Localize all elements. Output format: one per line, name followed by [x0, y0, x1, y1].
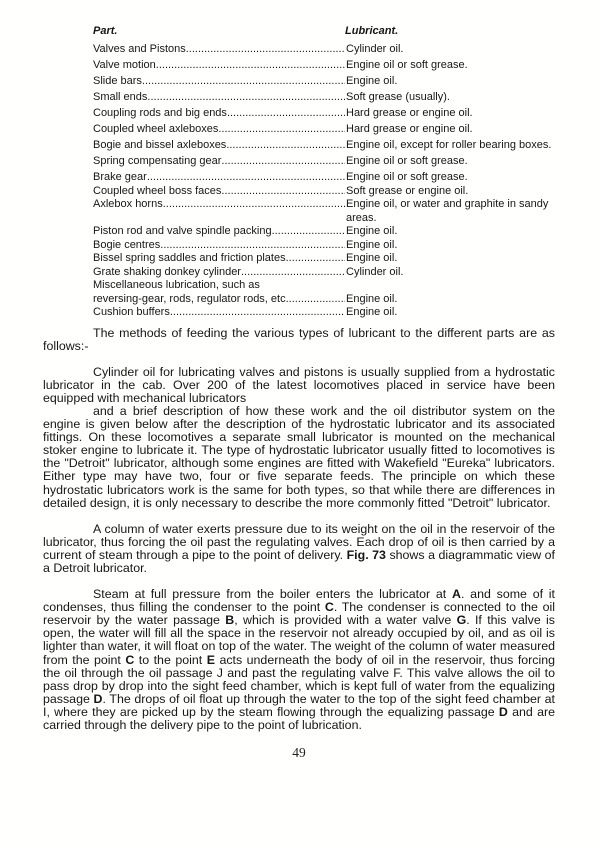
lubricant-cell: Engine oil.	[346, 252, 398, 264]
part-label: Bissel spring saddles and friction plates	[93, 252, 286, 264]
table-row	[93, 252, 555, 266]
table-row	[93, 171, 555, 185]
table-row	[93, 91, 555, 105]
part-label: Axlebox horns	[93, 198, 163, 210]
part-label: Coupling rods and big ends	[93, 107, 227, 119]
part-label: Cushion buffers	[93, 306, 170, 318]
table-row	[93, 185, 555, 199]
table-row	[93, 107, 555, 121]
part-label: Bogie and bissel axleboxes	[93, 139, 227, 151]
leader-dots	[227, 107, 345, 121]
part-cell	[93, 59, 345, 73]
table-row	[93, 75, 555, 89]
table-row	[93, 59, 555, 73]
part-cell	[93, 75, 345, 89]
leader-dots	[226, 139, 345, 153]
part-label: Valve motion	[93, 59, 156, 71]
lubricant-cell: Engine oil or soft grease.	[346, 155, 468, 167]
lubricant-cell: Engine oil.	[346, 75, 398, 87]
table-row	[93, 225, 555, 239]
lubricant-cell: Engine oil, or water and graphite in sandy areas.	[346, 198, 549, 224]
paragraph: Steam at full pressure from the boiler enters the lubricator at A. and some of it condenses, thus filling the condenser to the point C. The condenser is connected to the oil reservoir by the water passage B, which is provided with a water valve G. If this valve is open, the water will fill all the space in the reservoir not already occupied by oil, and as oil is lighter than water, it will float on top of the water. The weight of the column of water measured from the point C to the point E acts underneath the body of oil in the reservoir, thus forcing the oil through the oil passage J and past the regulating valve F. This valve allows the oil to pass drop by drop into the sight feed chamber, which is kept full of water from the equalizing passage D. The drops of oil float up through the water to the top of the sight feed chamber at I, where they are picked up by the steam flowing through the equalizing passage D and are carried through the delivery pipe to the point of lubrication.	[43, 587, 556, 733]
lubricant-cell: Engine oil.	[346, 306, 398, 318]
table-row	[93, 43, 555, 57]
paragraph: The methods of feeding the various types of lubricant to the different parts are as follows:-	[43, 325, 555, 353]
part-label: Spring compensating gear	[93, 155, 222, 167]
leader-dots	[186, 43, 345, 57]
table-row	[93, 306, 555, 320]
part-label: Miscellaneous lubrication, such as	[93, 279, 260, 291]
part-label: reversing-gear, rods, regulator rods, etc	[93, 292, 286, 305]
leader-dots	[286, 293, 345, 307]
part-cell	[93, 279, 345, 293]
table-row	[93, 198, 555, 225]
leader-dots	[160, 239, 345, 253]
part-cell	[93, 225, 345, 239]
leader-dots	[260, 279, 345, 293]
part-cell	[93, 266, 345, 280]
lubricant-cell: Soft grease (usually).	[346, 91, 450, 103]
part-cell	[93, 293, 345, 307]
table-row	[93, 139, 555, 153]
part-label: Slide bars	[93, 75, 142, 87]
table-header-row	[93, 25, 555, 38]
part-cell	[93, 107, 345, 121]
paragraph: Cylinder oil for lubricating valves and pistons is usually supplied from a hydrostatic lubricator in the cab. Over 200 of the latest locomotives placed in service have been equipped with mechanical lubricators	[43, 364, 555, 405]
lubricant-cell: Hard grease or engine oil.	[346, 123, 473, 135]
leader-dots	[142, 75, 345, 89]
part-cell	[93, 91, 345, 105]
part-cell	[93, 171, 345, 185]
leader-dots	[163, 198, 345, 225]
lubricant-cell: Cylinder oil.	[346, 43, 404, 55]
table-header-part: Part.	[93, 25, 118, 37]
leader-dots	[221, 155, 345, 169]
part-cell	[93, 198, 345, 225]
part-cell	[93, 155, 345, 169]
leader-dots	[170, 306, 345, 320]
lubricant-cell: Hard grease or engine oil.	[346, 107, 473, 119]
part-label: Valves and Pistons	[93, 43, 186, 55]
lubricant-cell: Engine oil.	[346, 238, 398, 251]
leader-dots	[286, 252, 345, 266]
part-cell	[93, 123, 345, 137]
part-cell	[93, 239, 345, 253]
lubricant-cell: Cylinder oil.	[346, 265, 404, 278]
leader-dots	[147, 171, 345, 185]
lubrication-table	[93, 25, 555, 320]
page-number: 49	[292, 745, 306, 761]
lubricant-cell: Engine oil.	[346, 292, 398, 305]
table-row	[93, 293, 555, 307]
part-label: Grate shaking donkey cylinder	[93, 265, 241, 278]
table-row	[93, 266, 555, 280]
part-label: Coupled wheel boss faces	[93, 184, 222, 197]
leader-dots	[221, 185, 345, 199]
lubricant-cell	[345, 279, 555, 293]
part-label: Small ends	[93, 91, 148, 103]
part-cell	[93, 252, 345, 266]
lubricant-cell: Engine oil or soft grease.	[346, 59, 468, 71]
lubrication-table-body	[93, 43, 555, 320]
table-row	[93, 279, 555, 293]
part-label: Coupled wheel axleboxes	[93, 123, 219, 135]
leader-dots	[241, 266, 345, 280]
part-label: Piston rod and valve spindle packing	[93, 225, 272, 237]
leader-dots	[218, 123, 345, 137]
lubricant-cell: Engine oil.	[346, 225, 398, 237]
lubricant-cell: Engine oil or soft grease.	[346, 171, 468, 183]
part-cell	[93, 139, 345, 153]
part-cell	[93, 306, 345, 320]
paragraph: and a brief description of how these work and the oil distributor system on the engine is given below after the description of the hydrostatic lubricator and its associated fittings. On these locomotives a separate small lubricator is mounted on the mechanical stoker engine to lubricate it. The type of hydrostatic lubricator usually fitted to locomotives is the "Detroit" lubricator, although some engines are fitted with Wakefield "Eureka" lubricators. Either type may have two, four or five separate feeds. The principle on which these hydrostatic lubricators work is the same for both types, so that while there are differences in detailed design, it is only necessary to describe the more commonly fitted "Detroit" lubricator.	[43, 403, 555, 510]
lubricant-cell: Soft grease or engine oil.	[346, 184, 469, 197]
table-row	[93, 123, 555, 137]
table-row	[93, 155, 555, 169]
body-paragraphs	[43, 327, 555, 733]
table-row	[93, 239, 555, 253]
part-cell	[93, 43, 345, 57]
table-header-lubricant: Lubricant.	[345, 25, 399, 37]
paragraph: A column of water exerts pressure due to its weight on the oil in the reservoir of the lubricator, thus forcing the oil past the regulating valves. Each drop of oil is then carried by a current of steam through a pipe to the point of delivery. Fig. 73 shows a diagrammatic view of a Detroit lubricator.	[43, 521, 556, 575]
part-label: Brake gear	[93, 171, 147, 183]
leader-dots	[156, 59, 345, 73]
part-label: Bogie centres	[93, 238, 161, 251]
part-cell	[93, 185, 345, 199]
leader-dots	[272, 225, 345, 239]
lubricant-cell: Engine oil, except for roller bearing boxes.	[346, 139, 552, 151]
leader-dots	[147, 91, 345, 105]
